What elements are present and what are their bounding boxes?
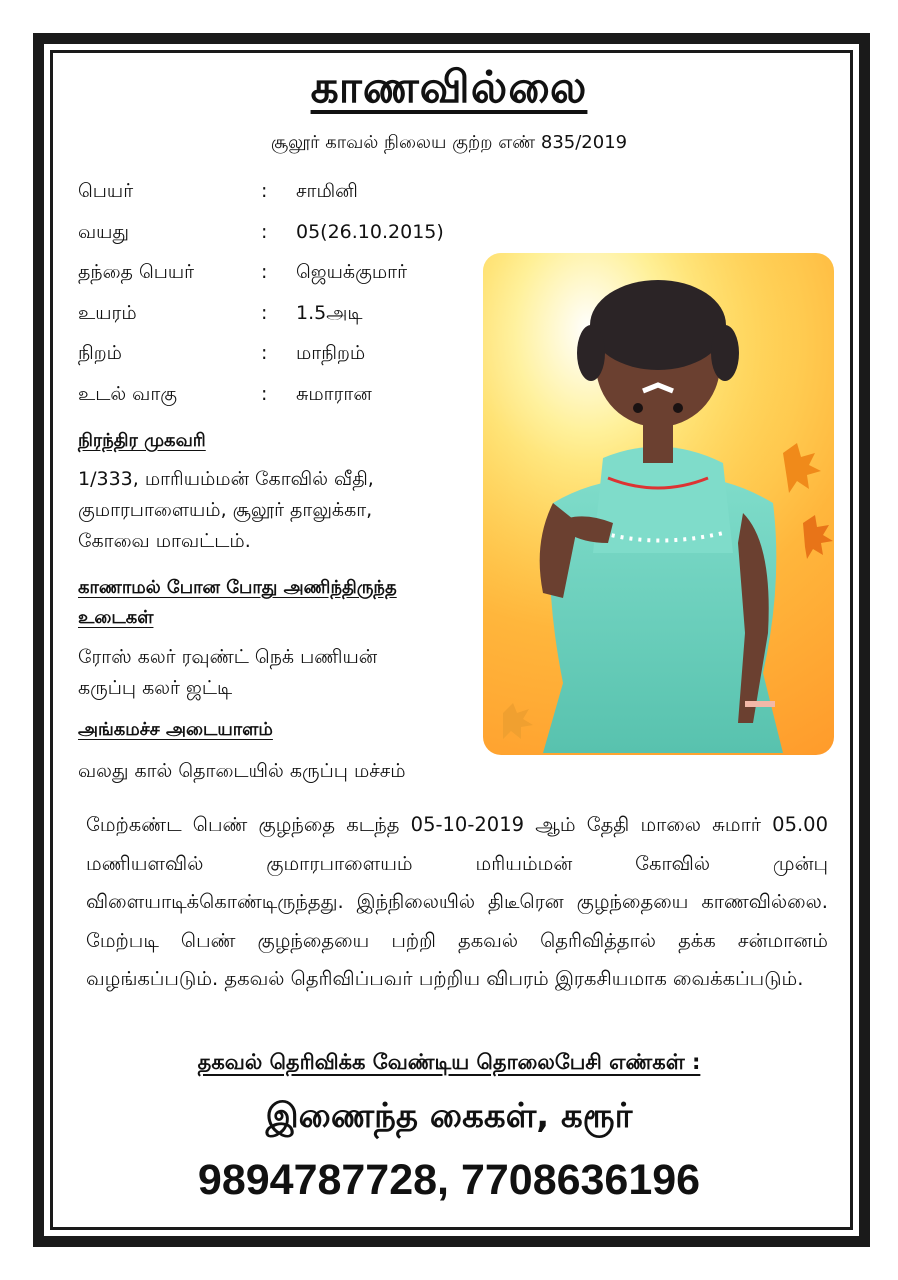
marks-heading: அங்கமச்ச அடையாளம்: [78, 719, 273, 740]
detail-label: தந்தை பெயர்: [78, 261, 195, 283]
detail-value: மாநிறம்: [296, 342, 366, 364]
detail-separator: :: [261, 383, 268, 405]
detail-separator: :: [261, 302, 268, 324]
detail-label: நிறம்: [78, 342, 122, 364]
child-photo: [483, 253, 834, 755]
detail-value: சுமாரான: [296, 383, 372, 405]
detail-label: பெயர்: [78, 180, 134, 202]
detail-value: ஜெயக்குமார்: [296, 261, 407, 283]
clothes-block: [78, 642, 377, 704]
detail-label: வயது: [78, 221, 129, 243]
contact-heading: தகவல் தெரிவிக்க வேண்டிய தொலைபேசி எண்கள் :: [197, 1050, 701, 1074]
clothes-heading-2: உடைகள்: [78, 607, 154, 628]
detail-value: 05(26.10.2015): [296, 221, 444, 243]
case-number: சூலூர் காவல் நிலைய குற்ற எண் 835/2019: [270, 132, 628, 153]
address-block: [78, 464, 374, 557]
address-line: கோவை மாவட்டம்.: [78, 530, 251, 552]
organization-name: இணைந்த கைகள், கரூர்: [265, 1096, 633, 1136]
incident-description: மேற்கண்ட பெண் குழந்தை கடந்த 05-10-2019 ஆம் தேதி மாலை சுமார் 05.00 மணியளவில் குமாரபாளையம் மரியம்மன் கோவில் முன்பு விளையாடிக்கொண்டிருந்தது. இந்நிலையில் திடீரென குழந்தையை காணவில்லை. மேற்படி பெண் குழந்தையை பற்றி தகவல் தெரிவித்தால் தக்க சன்மானம் வழங்கப்படும். தகவல் தெரிவிப்பவர் பற்றிய விபரம் இரகசியமாக வைக்கப்படும்.: [86, 813, 828, 990]
clothes-line: கருப்பு கலர் ஜட்டி: [78, 677, 233, 699]
phone-numbers: 9894787728, 7708636196: [197, 1156, 701, 1204]
detail-separator: :: [261, 342, 268, 364]
detail-value: சாமினி: [296, 180, 358, 202]
address-heading: நிரந்திர முகவரி: [78, 430, 206, 451]
child-photo-illustration: [483, 253, 834, 755]
clothes-line: ரோஸ் கலர் ரவுண்ட் நெக் பணியன்: [78, 646, 378, 668]
address-line: 1/333, மாரியம்மன் கோவில் வீதி,: [78, 468, 374, 490]
clothes-heading: காணாமல் போன போது அணிந்திருந்த: [78, 577, 397, 598]
address-line: குமாரபாளையம், சூலூர் தாலுக்கா,: [78, 499, 373, 521]
detail-label: உயரம்: [78, 302, 137, 324]
detail-label: உடல் வாகு: [78, 383, 178, 405]
detail-value: 1.5அடி: [296, 302, 363, 324]
marks-text: வலது கால் தொடையில் கருப்பு மச்சம்: [78, 760, 406, 782]
detail-separator: :: [261, 180, 268, 202]
detail-separator: :: [261, 261, 268, 283]
poster-title: காணவில்லை: [310, 62, 588, 113]
detail-separator: :: [261, 221, 268, 243]
